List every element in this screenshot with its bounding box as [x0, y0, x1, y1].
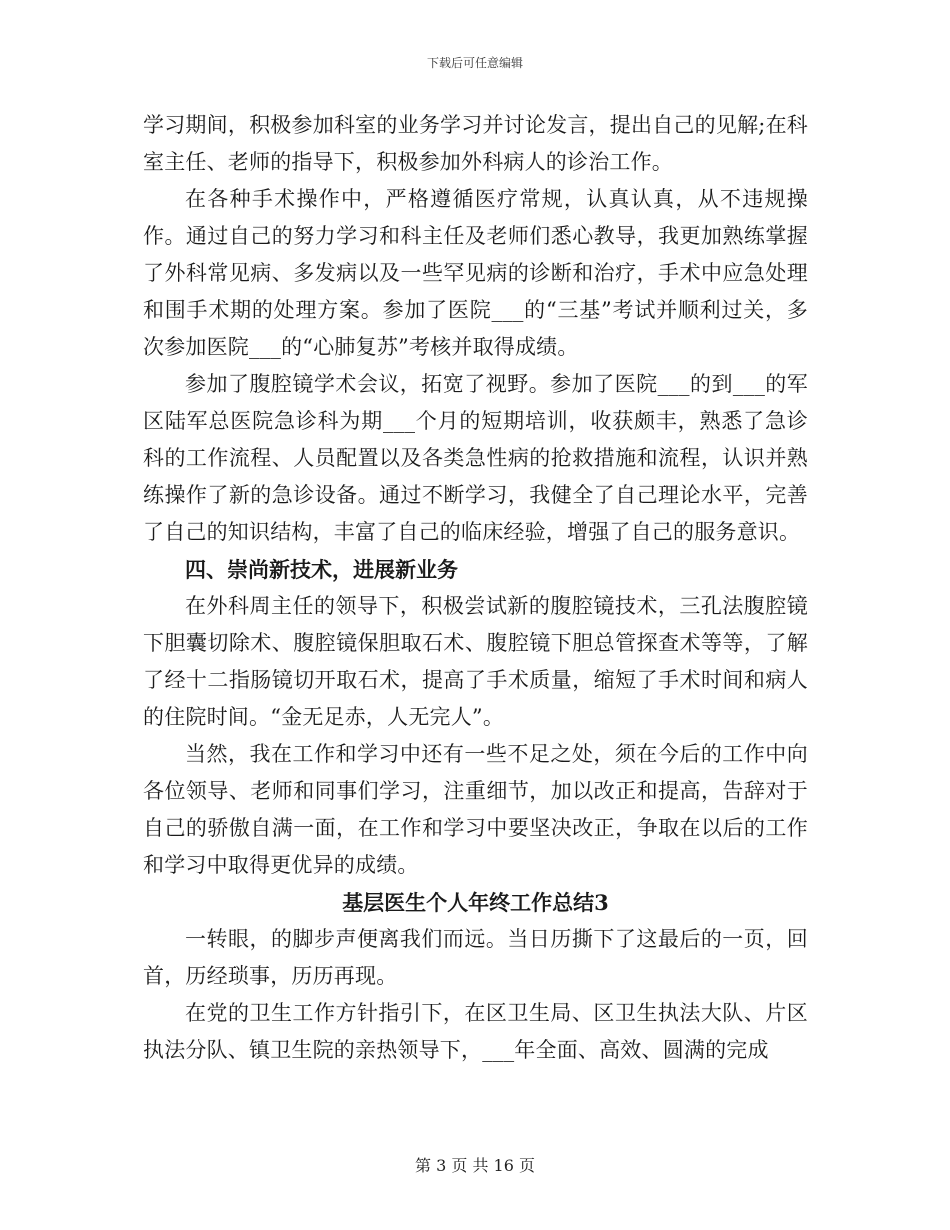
paragraph: 参加了腹腔镜学术会议，拓宽了视野。参加了医院___的到___的军区陆军总医院急诊科为期___个月的短期培训，收获颇丰，熟悉了急诊科的工作流程、人员配置以及各类急性病的抢救措施和流程，认识并熟练操作了新的急诊设备。通过不断学习，我健全了自己理论水平，完善了自己的知识结构，丰富了自己的临床经验，增强了自己的服务意识。 [143, 372, 808, 544]
section-heading: 四、崇尚新技术，进展新业务 [185, 557, 458, 582]
header-note: 下载后可任意编辑 [426, 56, 523, 70]
paragraph: 在外科周主任的领导下，积极尝试新的腹腔镜技术，三孔法腹腔镜下胆囊切除术、腹腔镜保胆取石术、腹腔镜下胆总管探查术等等，了解了经十二指肠镜切开取石术，提高了手术质量，缩短了手术时间和病人的住院时间。“金无足赤，人无完人”。 [143, 594, 808, 729]
paragraph: 一转眼，的脚步声便离我们而远。当日历撕下了这最后的一页，回首，历经琐事，历历再现。 [143, 927, 808, 988]
paragraph: 在党的卫生工作方针指引下，在区卫生局、区卫生执法大队、片区执法分队、镇卫生院的亲热领导下，___年全面、高效、圆满的完成 [143, 1001, 808, 1062]
paragraph: 当然，我在工作和学习中还有一些不足之处，须在今后的工作中向各位领导、老师和同事们学习，注重细节，加以改正和提高，告辞对于自己的骄傲自满一面，在工作和学习中要坚决改正，争取在以后的工作和学习中取得更优异的成绩。 [143, 742, 808, 877]
paragraph: 学习期间，积极参加科室的业务学习并讨论发言，提出自己的见解;在科室主任、老师的指导下，积极参加外科病人的诊治工作。 [143, 113, 808, 174]
document-body [143, 107, 808, 1069]
page-footer: 第 3 页 共 16 页 [415, 1156, 535, 1175]
document-title: 基层医生个人年终工作总结3 [342, 890, 609, 915]
paragraph: 在各种手术操作中，严格遵循医疗常规，认真认真，从不违规操作。通过自己的努力学习和科主任及老师们悉心教导，我更加熟练掌握了外科常见病、多发病以及一些罕见病的诊断和治疗，手术中应急处理和围手术期的处理方案。参加了医院___的“三基”考试并顺利过关，多次参加医院___的“心肺复苏”考核并取得成绩。 [143, 187, 808, 359]
